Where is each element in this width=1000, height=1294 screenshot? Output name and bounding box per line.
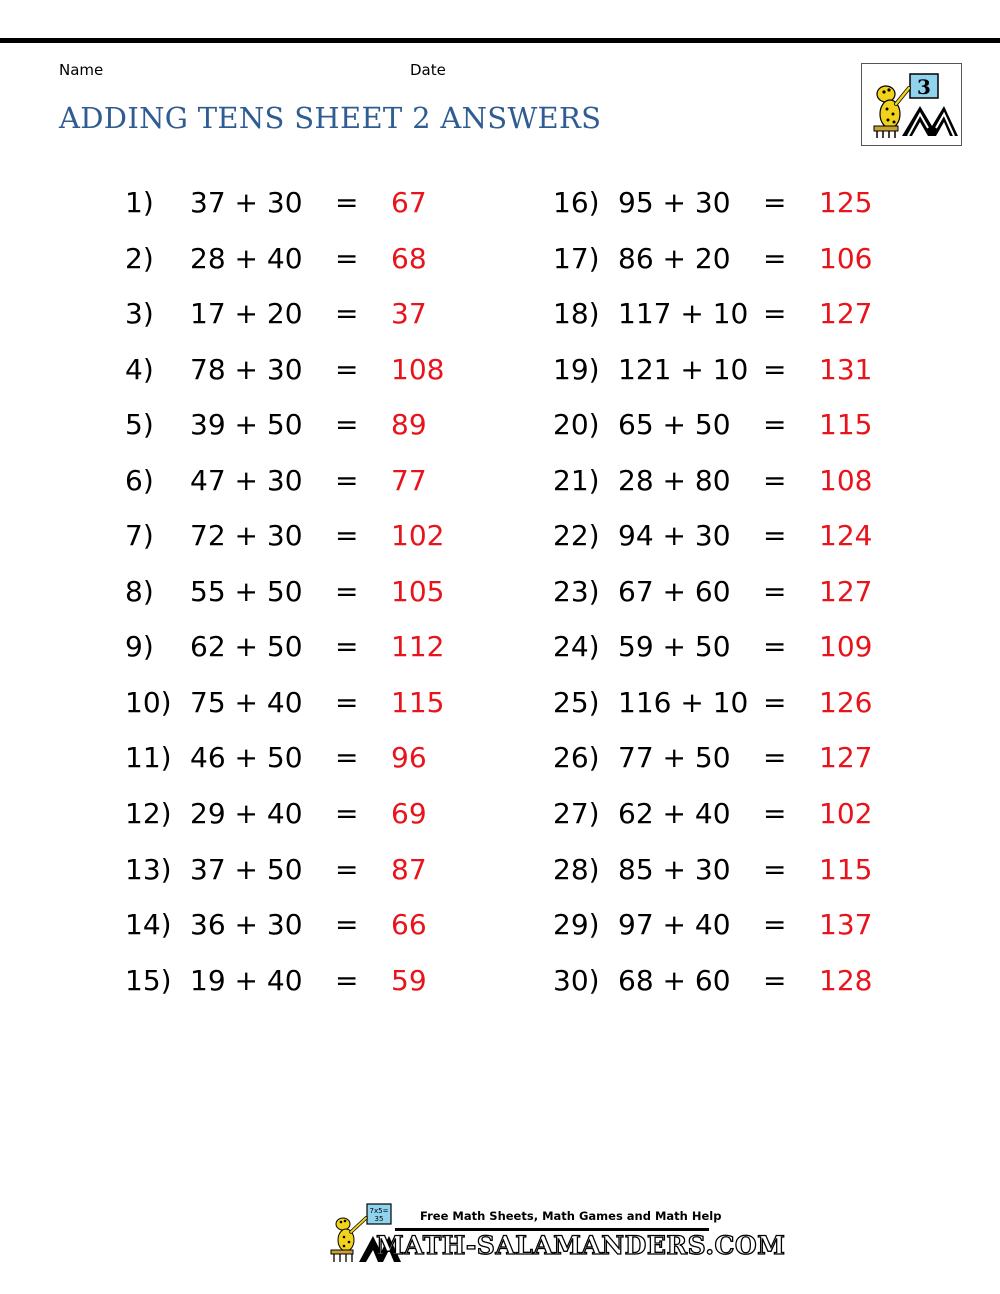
equals-sign: = [335,630,359,664]
problem-answer: 37 [391,297,427,331]
svg-text:7x5=: 7x5= [369,1207,389,1215]
problem-expression: 37 + 50 [190,852,303,886]
problem-expression: 59 + 50 [618,630,731,664]
equals-sign: = [335,852,359,886]
problem-answer: 68 [391,241,427,275]
problem-number: 20) [553,408,600,442]
problem-number: 29) [553,908,600,942]
equals-sign: = [335,297,359,331]
problem-answer: 127 [819,741,873,775]
problem-expression: 46 + 50 [190,741,303,775]
problem-number: 28) [553,852,600,886]
equals-sign: = [763,574,787,608]
problem-number: 12) [125,797,172,831]
equals-sign: = [763,908,787,942]
problem-expression: 67 + 60 [618,574,731,608]
equals-sign: = [335,741,359,775]
problem-answer: 115 [391,685,445,719]
equals-sign: = [763,685,787,719]
problem-answer: 67 [391,186,427,219]
problem-number: 7) [125,519,154,553]
date-label: Date [410,61,446,79]
problem-expression: 68 + 60 [618,963,731,997]
problem-number: 8) [125,574,154,608]
problem-number: 25) [553,685,600,719]
problem-answer: 112 [391,630,445,664]
problem-number: 26) [553,741,600,775]
problem-number: 5) [125,408,154,442]
problem-number: 16) [553,186,600,219]
equals-sign: = [335,963,359,997]
equals-sign: = [335,463,359,497]
equals-sign: = [763,797,787,831]
problem-expression: 75 + 40 [190,685,303,719]
problem-number: 2) [125,241,154,275]
problem-number: 27) [553,797,600,831]
footer-branding [323,1200,786,1270]
equals-sign: = [763,241,787,275]
grade-logo [861,63,962,146]
problem-answer: 105 [391,574,445,608]
problem-answer: 108 [819,463,873,497]
problem-expression: 19 + 40 [190,963,303,997]
problem-expression: 94 + 30 [618,519,731,553]
problem-answer: 59 [391,963,427,997]
equals-sign: = [763,352,787,386]
equals-sign: = [335,408,359,442]
problem-answer: 125 [819,186,873,219]
problem-number: 19) [553,352,600,386]
problem-answer: 115 [819,852,873,886]
problem-number: 13) [125,852,172,886]
equals-sign: = [763,630,787,664]
equals-sign: = [763,741,787,775]
problem-answer: 109 [819,630,873,664]
equals-sign: = [763,186,787,219]
problem-answer: 66 [391,908,427,942]
problem-expression: 62 + 50 [190,630,303,664]
footer-tagline: Free Math Sheets, Math Games and Math Help [420,1209,722,1223]
problem-number: 9) [125,630,154,664]
problem-expression: 55 + 50 [190,574,303,608]
problem-number: 15) [125,963,172,997]
problem-expression: 86 + 20 [618,241,731,275]
problem-answer: 108 [391,352,445,386]
problem-answer: 96 [391,741,427,775]
problem-expression: 117 + 10 [618,297,749,331]
problem-expression: 47 + 30 [190,463,303,497]
problem-expression: 77 + 50 [618,741,731,775]
problem-number: 30) [553,963,600,997]
problem-number: 3) [125,297,154,331]
problem-list [0,175,1000,1015]
problem-answer: 106 [819,241,873,275]
problem-expression: 116 + 10 [618,685,749,719]
name-label: Name [59,61,104,79]
problem-answer: 102 [819,797,873,831]
problem-answer: 69 [391,797,427,831]
problem-number: 4) [125,352,154,386]
equals-sign: = [335,797,359,831]
problem-answer: 77 [391,463,427,497]
problem-expression: 28 + 80 [618,463,731,497]
problem-number: 24) [553,630,600,664]
problem-expression: 36 + 30 [190,908,303,942]
problem-expression: 29 + 40 [190,797,303,831]
page-title: ADDING TENS SHEET 2 ANSWERS [59,101,602,135]
problem-expression: 62 + 40 [618,797,731,831]
problem-expression: 121 + 10 [618,352,749,386]
problem-expression: 95 + 30 [618,186,731,219]
problem-answer: 115 [819,408,873,442]
problem-number: 23) [553,574,600,608]
equals-sign: = [335,241,359,275]
equals-sign: = [335,186,359,219]
equals-sign: = [763,297,787,331]
problem-answer: 89 [391,408,427,442]
problem-expression: 72 + 30 [190,519,303,553]
problem-number: 1) [125,186,154,219]
problem-number: 17) [553,241,600,275]
logo-grade-number: 3 [917,75,931,99]
problem-expression: 65 + 50 [618,408,731,442]
problem-number: 11) [125,741,172,775]
equals-sign: = [335,519,359,553]
equals-sign: = [335,685,359,719]
equals-sign: = [763,852,787,886]
equals-sign: = [763,963,787,997]
problem-number: 6) [125,463,154,497]
equals-sign: = [335,908,359,942]
problem-answer: 127 [819,297,873,331]
problem-number: 22) [553,519,600,553]
problem-expression: 85 + 30 [618,852,731,886]
problem-expression: 78 + 30 [190,352,303,386]
equals-sign: = [763,408,787,442]
top-rule [0,38,1000,43]
problem-number: 10) [125,685,172,719]
equals-sign: = [763,519,787,553]
problem-answer: 126 [819,685,873,719]
problem-expression: 17 + 20 [190,297,303,331]
problem-expression: 28 + 40 [190,241,303,275]
problem-answer: 128 [819,963,873,997]
problem-answer: 137 [819,908,873,942]
problem-expression: 39 + 50 [190,408,303,442]
svg-text:35: 35 [374,1215,384,1223]
problem-number: 18) [553,297,600,331]
problem-answer: 102 [391,519,445,553]
problem-expression: 37 + 30 [190,186,303,219]
problem-number: 21) [553,463,600,497]
problem-answer: 131 [819,352,873,386]
equals-sign: = [335,574,359,608]
problem-answer: 124 [819,519,873,553]
equals-sign: = [763,463,787,497]
problem-number: 14) [125,908,172,942]
salamander-logo-icon [862,64,963,147]
footer-site-name: MATH-SALAMANDERS.COM [376,1231,786,1260]
problem-answer: 127 [819,574,873,608]
equals-sign: = [335,352,359,386]
problem-answer: 87 [391,852,427,886]
problem-expression: 97 + 40 [618,908,731,942]
